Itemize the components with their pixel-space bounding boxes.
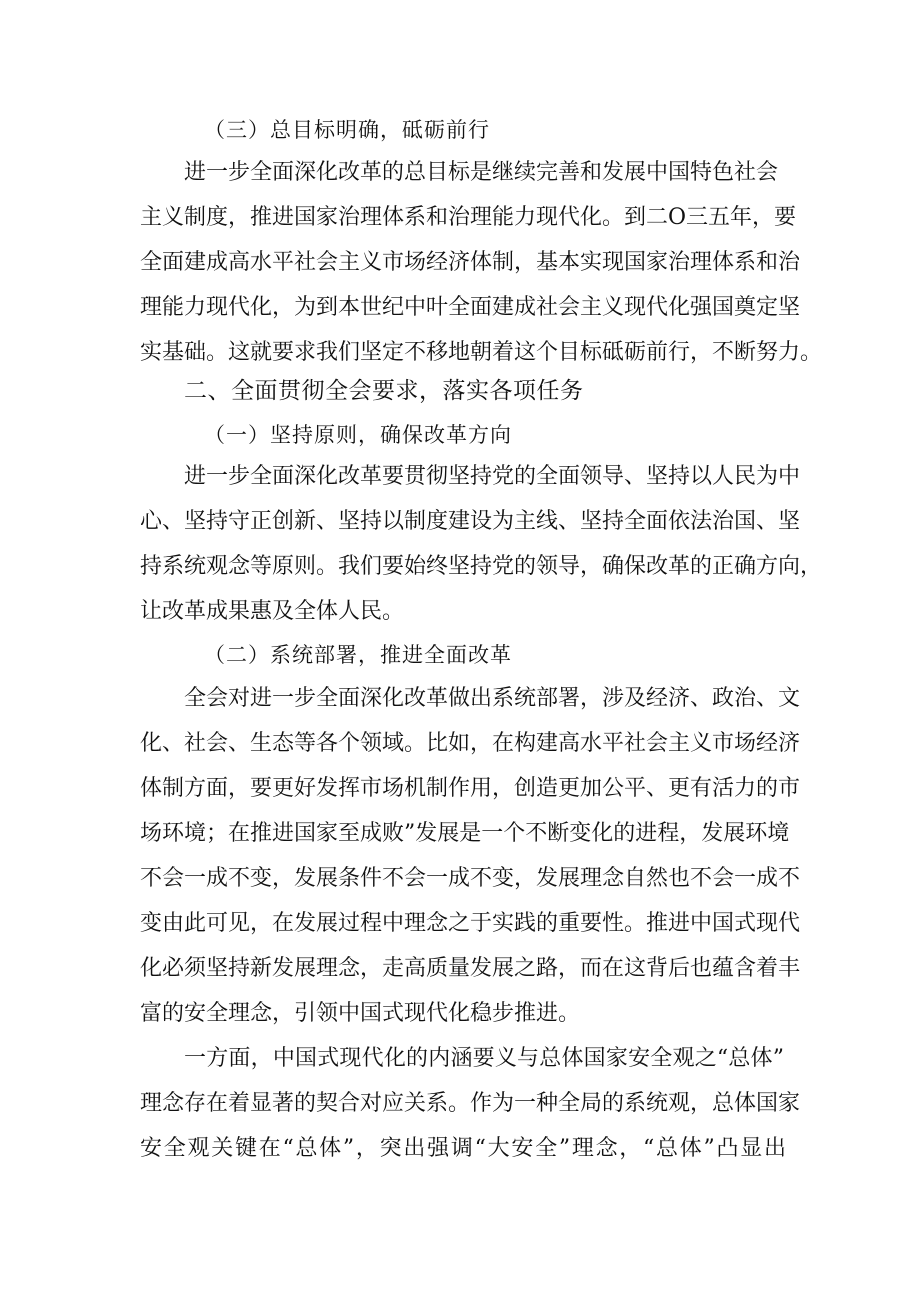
paragraph-line: 理能力现代化，为到本世纪中叶全面建成社会主义现代化强国奠定坚: [140, 295, 801, 320]
paragraph-line: 场环境；在推进国家至成败”发展是一个不断变化的进程，发展环境: [140, 821, 790, 846]
paragraph-line: 理念存在着显著的契合对应关系。作为一种全局的系统观，总体国家: [140, 1091, 801, 1116]
paragraph-line: 化必须坚持新发展理念，走高质量发展之路，而在这背后也蕴含着丰: [140, 956, 801, 981]
paragraph-line: 安全观关键在“总体”，突出强调“大安全”理念，“总体”凸显出: [140, 1136, 786, 1161]
paragraph-line: 全面建成高水平社会主义市场经济体制，基本实现国家治理体系和治: [140, 250, 801, 275]
paragraph-line: 化、社会、生态等各个领域。比如，在构建高水平社会主义市场经济: [140, 731, 801, 756]
section-heading: 二、全面贯彻全会要求，落实各项任务: [184, 378, 584, 404]
paragraph-line: 实基础。这就要求我们坚定不移地朝着这个目标砥砺前行，不断努力。: [140, 340, 823, 365]
subheading-principles: （一）坚持原则，确保改革方向: [204, 423, 512, 447]
subheading-goal: （三）总目标明确，砥砺前行: [204, 118, 490, 142]
paragraph-line: 让改革成果惠及全体人民。: [140, 599, 405, 624]
paragraph-line: 进一步全面深化改革要贯彻坚持党的全面领导、坚持以人民为中: [184, 464, 801, 489]
paragraph-line: 主义制度，推进国家治理体系和治理能力现代化。到二O三五年，要: [140, 205, 797, 230]
paragraph-line: 变由此可见，在发展过程中理念之于实践的重要性。推进中国式现代: [140, 911, 801, 936]
subheading-deployment: （二）系统部署，推进全面改革: [204, 643, 512, 667]
paragraph-line: 进一步全面深化改革的总目标是继续完善和发展中国特色社会: [184, 160, 779, 185]
paragraph-line: 全会对进一步全面深化改革做出系统部署，涉及经济、政治、文: [184, 686, 801, 711]
paragraph-line: 不会一成不变，发展条件不会一成不变，发展理念自然也不会一成不: [140, 866, 801, 891]
paragraph-line: 一方面，中国式现代化的内涵要义与总体国家安全观之“总体”: [184, 1046, 784, 1071]
paragraph-line: 持系统观念等原则。我们要始终坚持党的领导，确保改革的正确方向，: [140, 554, 823, 579]
paragraph-line: 心、坚持守正创新、坚持以制度建设为主线、坚持全面依法治国、坚: [140, 509, 801, 534]
paragraph-line: 体制方面，要更好发挥市场机制作用，创造更加公平、更有活力的市: [140, 776, 801, 801]
paragraph-line: 富的安全理念，引领中国式现代化稳步推进。: [140, 1001, 581, 1026]
